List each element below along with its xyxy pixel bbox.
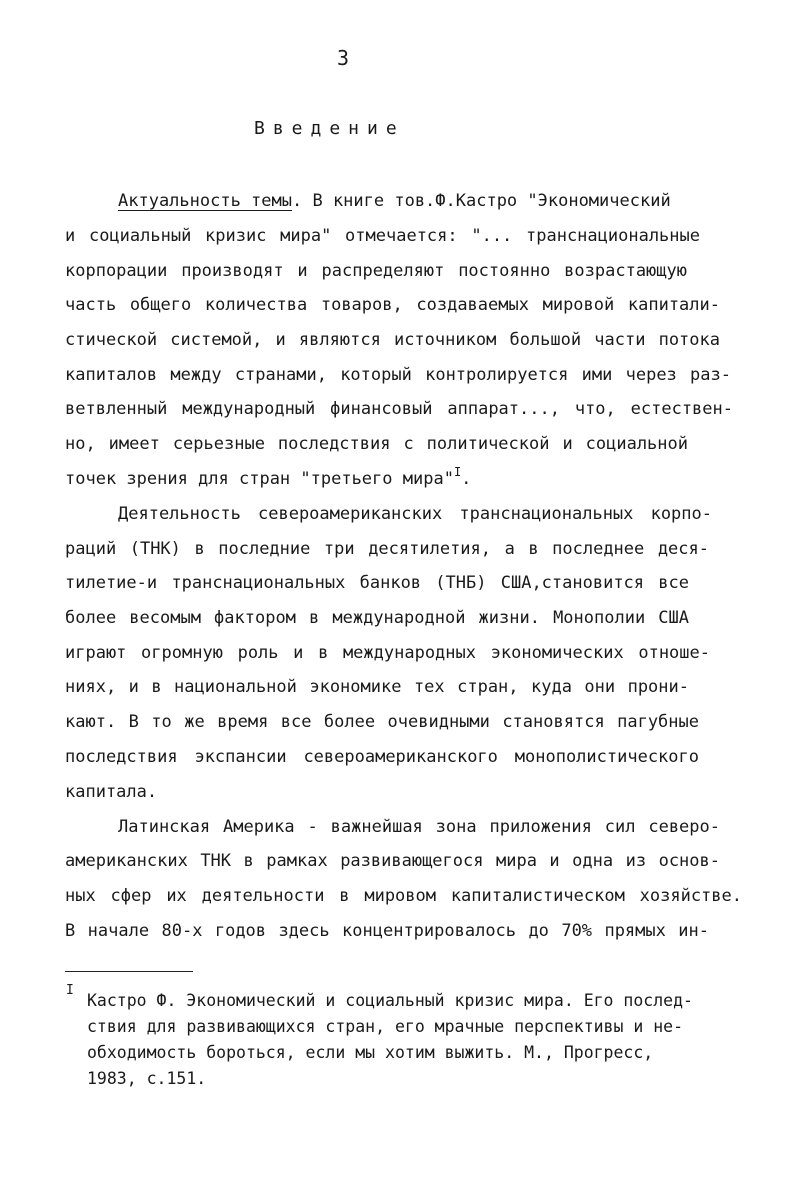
text-line-18: капитала. bbox=[65, 782, 158, 802]
text-line-8: но, имеет серьезные последствия с политической и социальной bbox=[65, 434, 688, 454]
text-line-5: стической системой, и являются источником большой части потока bbox=[65, 330, 720, 350]
text-line-10: Деятельность североамериканских транснациональных корпо- bbox=[118, 504, 712, 524]
footnote-ref: I bbox=[453, 465, 462, 479]
text-line-16: кают. В то же время все более очевидными становятся пагубные bbox=[65, 712, 699, 732]
text-line-21: ных сфер их деятельности в мировом капиталистическом хозяйстве. bbox=[65, 886, 742, 906]
footnote-divider bbox=[65, 971, 193, 972]
text-line-14: играют огромную роль и в международных экономических отноше- bbox=[65, 643, 710, 663]
page-title: Введение bbox=[254, 118, 405, 139]
text-line-1 bbox=[118, 190, 671, 212]
text-line-15: ниях, и в национальной экономике тех стран, куда они прони- bbox=[65, 677, 689, 697]
footnote-line-3: обходимость бороться, если мы хотим выжить. М., Прогресс, bbox=[87, 1043, 654, 1062]
page-number: 3 bbox=[336, 46, 350, 70]
text-line-9-body: точек зрения для стран "третьего мира" bbox=[65, 469, 454, 489]
text-line-7: ветвленный международный финансовый аппарат..., что, естествен- bbox=[65, 399, 733, 419]
text-line-6: капиталов между странами, который контролируется ими через раз- bbox=[65, 365, 731, 385]
footnote-line-1: Кастро Ф. Экономический и социальный кризис мира. Его послед- bbox=[87, 991, 693, 1010]
text-line-9-end: . bbox=[461, 469, 472, 489]
text-line-19: Латинская Америка - важнейшая зона приложения сил северо- bbox=[118, 817, 720, 837]
text-line-20: американских ТНК в рамках развивающегося мира и одна из основ- bbox=[65, 851, 720, 871]
footnote-line-2: ствия для развивающихся стран, его мрачные перспективы и не- bbox=[87, 1017, 684, 1036]
text-line-9 bbox=[65, 465, 472, 491]
text-line-22: В начале 80-х годов здесь концентрировалось до 70% прямых ин- bbox=[65, 921, 709, 941]
text-line-4: часть общего количества товаров, создаваемых мировой капитали- bbox=[65, 295, 720, 315]
section-term: Актуальность темы bbox=[118, 191, 292, 211]
text-line-3: корпорации производят и распределяют постоянно возрастающую bbox=[65, 261, 687, 281]
footnote-marker: I bbox=[66, 983, 74, 998]
text-line-2: и социальный кризис мира" отмечается: "... транснациональные bbox=[65, 226, 700, 246]
text-line-1-rest: . В книге тов.Ф.Кастро "Экономический bbox=[292, 191, 671, 211]
text-line-11: раций (ТНК) в последние три десятилетия, а в последнее деся- bbox=[65, 539, 709, 559]
text-line-12: тилетие-и транснациональных банков (ТНБ) США,становится все bbox=[65, 573, 689, 593]
text-line-17: последствия экспансии североамериканского монополистического bbox=[65, 747, 699, 767]
text-line-13: более весомым фактором в международной жизни. Монополии США bbox=[65, 608, 689, 628]
footnote-line-4: 1983, с.151. bbox=[87, 1069, 207, 1088]
